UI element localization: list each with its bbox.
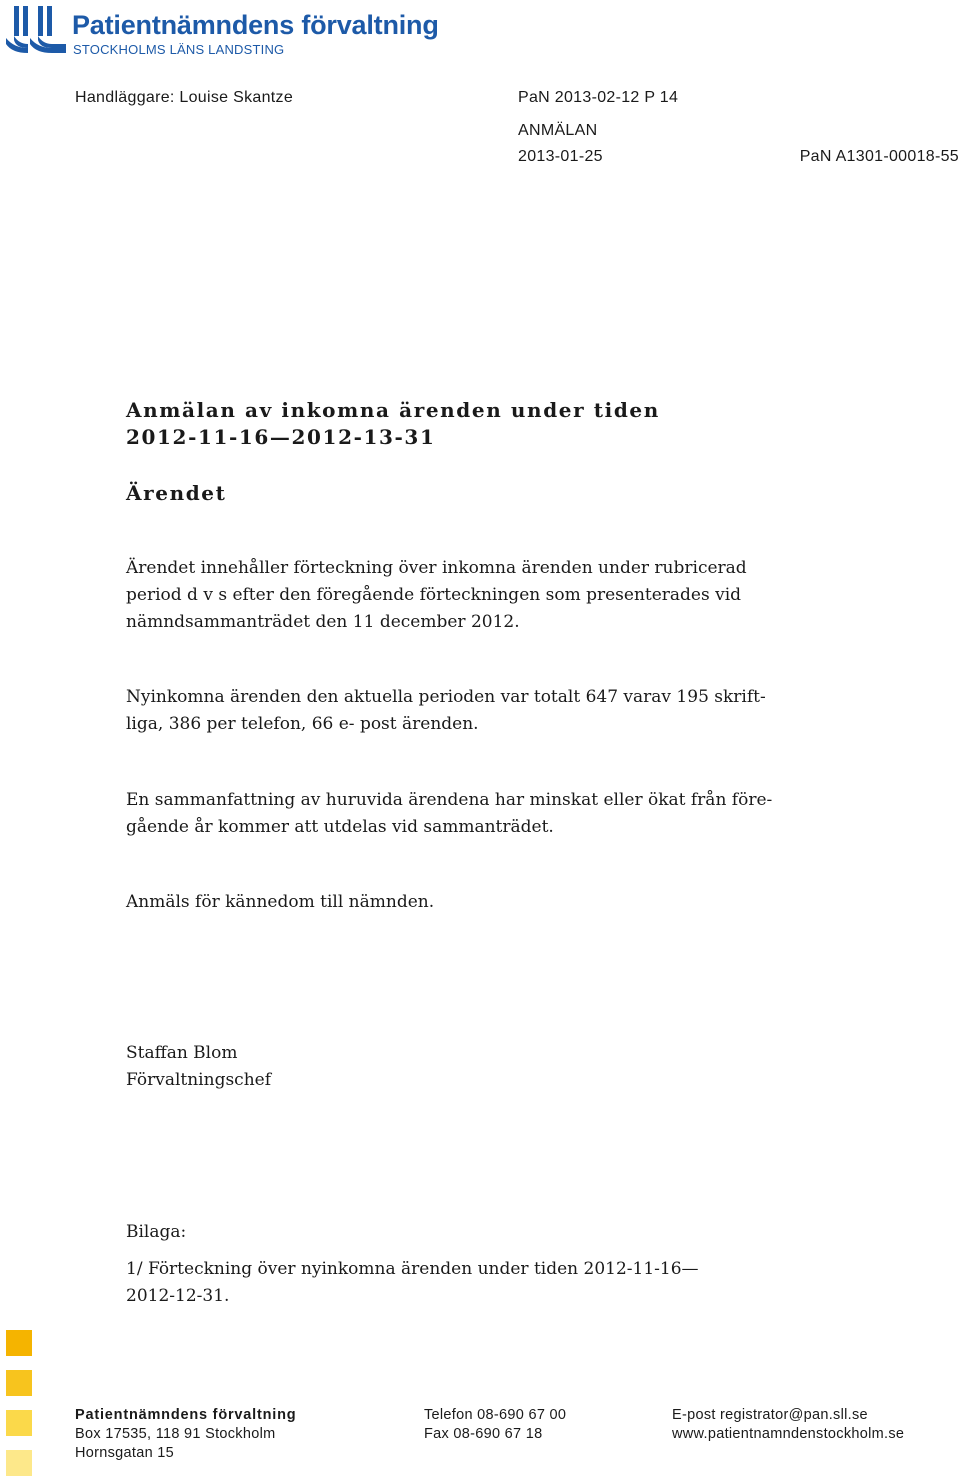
decorative-square [6,1410,32,1436]
footer-address-line: Hornsgatan 15 [75,1445,175,1461]
paragraph-line: gående år kommer att utdelas vid sammanträdet. [126,817,554,837]
footer-online [672,1406,904,1444]
attachment-label: Bilaga: [126,1222,187,1242]
case-officer: Handläggare: Louise Skantze [75,89,294,106]
attachment-line: 1/ Förteckning över nyinkomna ärenden under tiden 2012-11-16— [126,1259,699,1279]
footer-contact [424,1406,566,1444]
paragraph-line: nämndsammanträdet den 11 december 2012. [126,612,520,632]
section-heading: Ärendet [126,481,227,505]
signature-name: Staffan Blom [126,1043,238,1063]
document-type: ANMÄLAN [518,122,598,139]
organization-logo [6,4,476,56]
attachment-list [126,1256,699,1310]
document-title-line-1: Anmälan av inkomna ärenden under tiden [126,398,660,422]
footer-address-line: Box 17535, 118 91 Stockholm [75,1426,276,1442]
case-number: PaN A1301-00018-55 [799,148,959,165]
signature-block [126,1040,271,1094]
paragraph-line: liga, 386 per telefon, 66 e- post ärenden. [126,714,479,734]
footer-website[interactable]: www.patientnamndenstockholm.se [672,1426,905,1442]
footer-email[interactable]: E-post registrator@pan.sll.se [672,1407,868,1423]
paragraph-3 [126,787,772,841]
paragraph-4 [126,889,434,916]
footer-phone: Telefon 08-690 67 00 [424,1407,567,1423]
meeting-reference: PaN 2013-02-12 P 14 [518,89,679,106]
logo-title: Patientnämndens förvaltning [72,10,439,40]
paragraph-2 [126,684,766,738]
decorative-square [6,1330,32,1356]
document-title-line-2: 2012-11-16—2012-13-31 [126,425,436,449]
paragraph-line: Ärendet innehåller förteckning över inkomna ärenden under rubricerad [126,558,747,578]
logo-subtitle: STOCKHOLMS LÄNS LANDSTING [73,42,285,57]
attachment-line: 2012-12-31. [126,1286,230,1306]
decorative-square [6,1450,32,1476]
footer-address [75,1406,296,1463]
footer-org-name: Patientnämndens förvaltning [75,1407,297,1423]
document-date: 2013-01-25 [518,148,603,165]
paragraph-line: period d v s efter den föregående förteckningen som presenterades vid [126,585,742,605]
paragraph-line: Nyinkomna ärenden den aktuella perioden var totalt 647 varav 195 skrift- [126,687,766,707]
sll-logo-icon [6,4,66,56]
paragraph-line: En sammanfattning av huruvida ärendena har minskat eller ökat från före- [126,790,773,810]
footer-fax: Fax 08-690 67 18 [424,1426,543,1442]
signature-title: Förvaltningschef [126,1070,271,1090]
decorative-square [6,1370,32,1396]
paragraph-line: Anmäls för kännedom till nämnden. [126,892,435,912]
paragraph-1 [126,555,747,636]
